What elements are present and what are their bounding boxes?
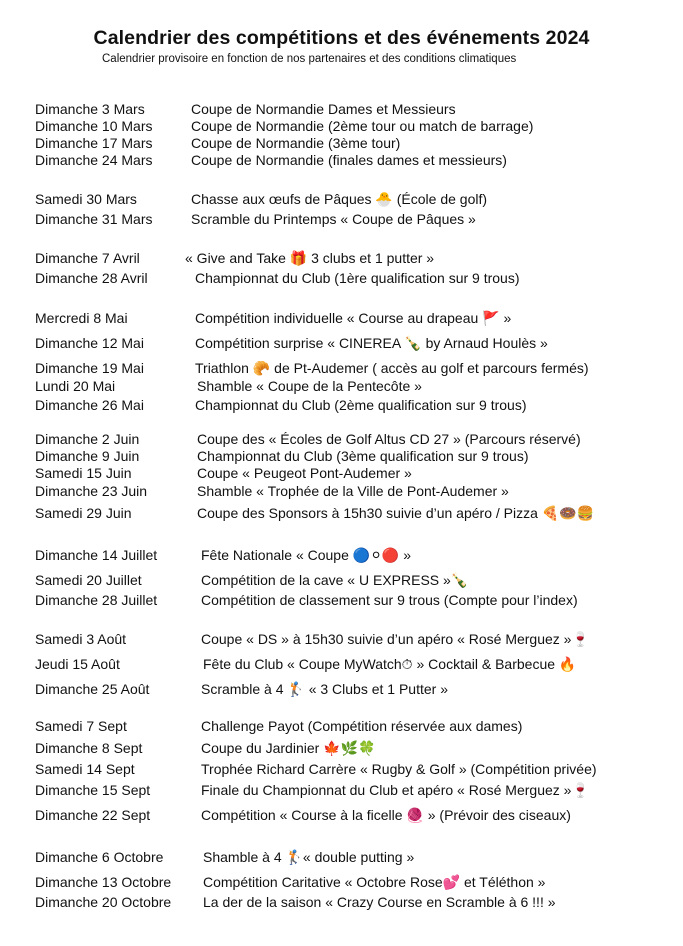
- event-date: Dimanche 25 Août: [35, 681, 150, 697]
- event-row: [0, 874, 683, 894]
- event-title: Coupe de Normandie Dames et Messieurs: [191, 101, 456, 117]
- event-date: Samedi 30 Mars: [35, 191, 137, 207]
- event-title: Championnat du Club (3ème qualification sur 9 trous): [197, 448, 529, 464]
- event-row: [0, 270, 683, 290]
- event-date: Dimanche 17 Mars: [35, 135, 153, 151]
- event-row: [0, 681, 683, 701]
- event-title: Finale du Championnat du Club et apéro « Rosé Merguez »🍷: [201, 782, 589, 798]
- event-date: Dimanche 9 Juin: [35, 448, 140, 464]
- event-date: Dimanche 20 Octobre: [35, 894, 172, 910]
- event-row: [0, 335, 683, 355]
- event-date: Samedi 29 Juin: [35, 505, 132, 521]
- event-title: Challenge Payot (Compétition réservée aux dames): [201, 718, 523, 734]
- event-date: Dimanche 6 Octobre: [35, 849, 164, 865]
- event-title: Coupe de Normandie (finales dames et messieurs): [191, 152, 507, 168]
- event-row: [0, 483, 683, 503]
- event-title: Championnat du Club (1ère qualification sur 9 trous): [195, 270, 520, 286]
- event-row: [0, 397, 683, 417]
- event-date: Samedi 3 Août: [35, 631, 127, 647]
- event-date: Dimanche 13 Octobre: [35, 874, 172, 890]
- event-title: Triathlon 🥐 de Pt-Audemer ( accès au golf et parcours fermés): [195, 360, 589, 376]
- event-row: [0, 360, 683, 380]
- event-row: [0, 547, 683, 567]
- event-row: [0, 378, 683, 398]
- event-date: Dimanche 24 Mars: [35, 152, 153, 168]
- event-date: Dimanche 12 Mai: [35, 335, 144, 351]
- event-date: Dimanche 31 Mars: [35, 211, 153, 227]
- event-row: [0, 894, 683, 914]
- event-title: Compétition de classement sur 9 trous (Compte pour l’index): [201, 592, 578, 608]
- event-row: [0, 761, 683, 781]
- event-title: Compétition individuelle « Course au drapeau 🚩 »: [195, 310, 512, 326]
- event-row: [0, 592, 683, 612]
- event-title: Coupe de Normandie (2ème tour ou match de barrage): [191, 118, 534, 134]
- event-row: [0, 782, 683, 802]
- event-title: Compétition de la cave « U EXPRESS »🍾: [201, 572, 469, 588]
- event-row: [0, 250, 683, 270]
- event-title: « Give and Take 🎁 3 clubs et 1 putter »: [185, 250, 435, 266]
- event-row: [0, 740, 683, 760]
- page-title: Calendrier des compétitions et des événements 2024: [93, 27, 590, 49]
- event-date: Dimanche 15 Sept: [35, 782, 151, 798]
- event-date: Samedi 7 Sept: [35, 718, 127, 734]
- event-date: Jeudi 15 Août: [35, 656, 120, 672]
- event-title: Shamble « Trophée de la Ville de Pont-Audemer »: [197, 483, 509, 499]
- event-title: Fête Nationale « Coupe 🔵⚪🔴 »: [201, 547, 412, 563]
- event-date: Dimanche 28 Juillet: [35, 592, 158, 608]
- event-row: [0, 465, 683, 485]
- event-date: Dimanche 19 Mai: [35, 360, 144, 376]
- event-title: Shamble à 4 🏌« double putting »: [203, 849, 415, 865]
- event-row: [0, 505, 683, 525]
- event-row: [0, 718, 683, 738]
- event-row: [0, 191, 683, 211]
- event-title: Fête du Club « Coupe MyWatch⏱ » Cocktail & Barbecue 🔥: [203, 656, 577, 672]
- event-title: Scramble du Printemps « Coupe de Pâques »: [191, 211, 476, 227]
- event-title: Coupe de Normandie (3ème tour): [191, 135, 401, 151]
- event-date: Dimanche 8 Sept: [35, 740, 143, 756]
- event-title: Compétition surprise « CINEREA 🍾 by Arnaud Houlès »: [195, 335, 548, 351]
- event-date: Dimanche 23 Juin: [35, 483, 148, 499]
- event-date: Lundi 20 Mai: [35, 378, 116, 394]
- event-title: Coupe « Peugeot Pont-Audemer »: [197, 465, 412, 481]
- event-title: Compétition « Course à la ficelle 🧶 » (Prévoir des ciseaux): [201, 807, 571, 823]
- event-title: Compétition Caritative « Octobre Rose💕 et Téléthon »: [203, 874, 546, 890]
- event-date: Dimanche 28 Avril: [35, 270, 148, 286]
- event-date: Mercredi 8 Mai: [35, 310, 128, 326]
- event-title: Coupe « DS » à 15h30 suivie d’un apéro « Rosé Merguez »🍷: [201, 631, 589, 647]
- event-title: Championnat du Club (2ème qualification sur 9 trous): [195, 397, 527, 413]
- event-title: Trophée Richard Carrère « Rugby & Golf » (Compétition privée): [201, 761, 597, 777]
- event-title: Scramble à 4 🏌 « 3 Clubs et 1 Putter »: [201, 681, 448, 697]
- event-date: Dimanche 22 Sept: [35, 807, 151, 823]
- event-date: Dimanche 7 Avril: [35, 250, 140, 266]
- event-title: La der de la saison « Crazy Course en Scramble à 6 !!! »: [203, 894, 556, 910]
- event-title: Coupe du Jardinier 🍁🌿🍀: [201, 740, 376, 756]
- event-date: Dimanche 2 Juin: [35, 431, 140, 447]
- event-row: [0, 211, 683, 231]
- event-row: [0, 807, 683, 827]
- event-date: Samedi 15 Juin: [35, 465, 132, 481]
- event-row: [0, 656, 683, 676]
- event-date: Dimanche 10 Mars: [35, 118, 153, 134]
- event-title: Shamble « Coupe de la Pentecôte »: [197, 378, 422, 394]
- event-title: Coupe des Sponsors à 15h30 suivie d’un apéro / Pizza 🍕🍩🍔: [197, 505, 595, 521]
- event-row: [0, 152, 683, 172]
- event-row: [0, 849, 683, 869]
- event-title: Chasse aux œufs de Pâques 🐣 (École de golf): [191, 191, 488, 207]
- event-date: Dimanche 14 Juillet: [35, 547, 158, 563]
- event-row: [0, 631, 683, 651]
- event-date: Dimanche 26 Mai: [35, 397, 144, 413]
- event-row: [0, 310, 683, 330]
- event-date: Samedi 14 Sept: [35, 761, 135, 777]
- event-row: [0, 572, 683, 592]
- event-date: Samedi 20 Juillet: [35, 572, 142, 588]
- event-title: Coupe des « Écoles de Golf Altus CD 27 » (Parcours réservé): [197, 431, 581, 447]
- page-subtitle: Calendrier provisoire en fonction de nos partenaires et des conditions climatiques: [102, 53, 517, 65]
- event-date: Dimanche 3 Mars: [35, 101, 145, 117]
